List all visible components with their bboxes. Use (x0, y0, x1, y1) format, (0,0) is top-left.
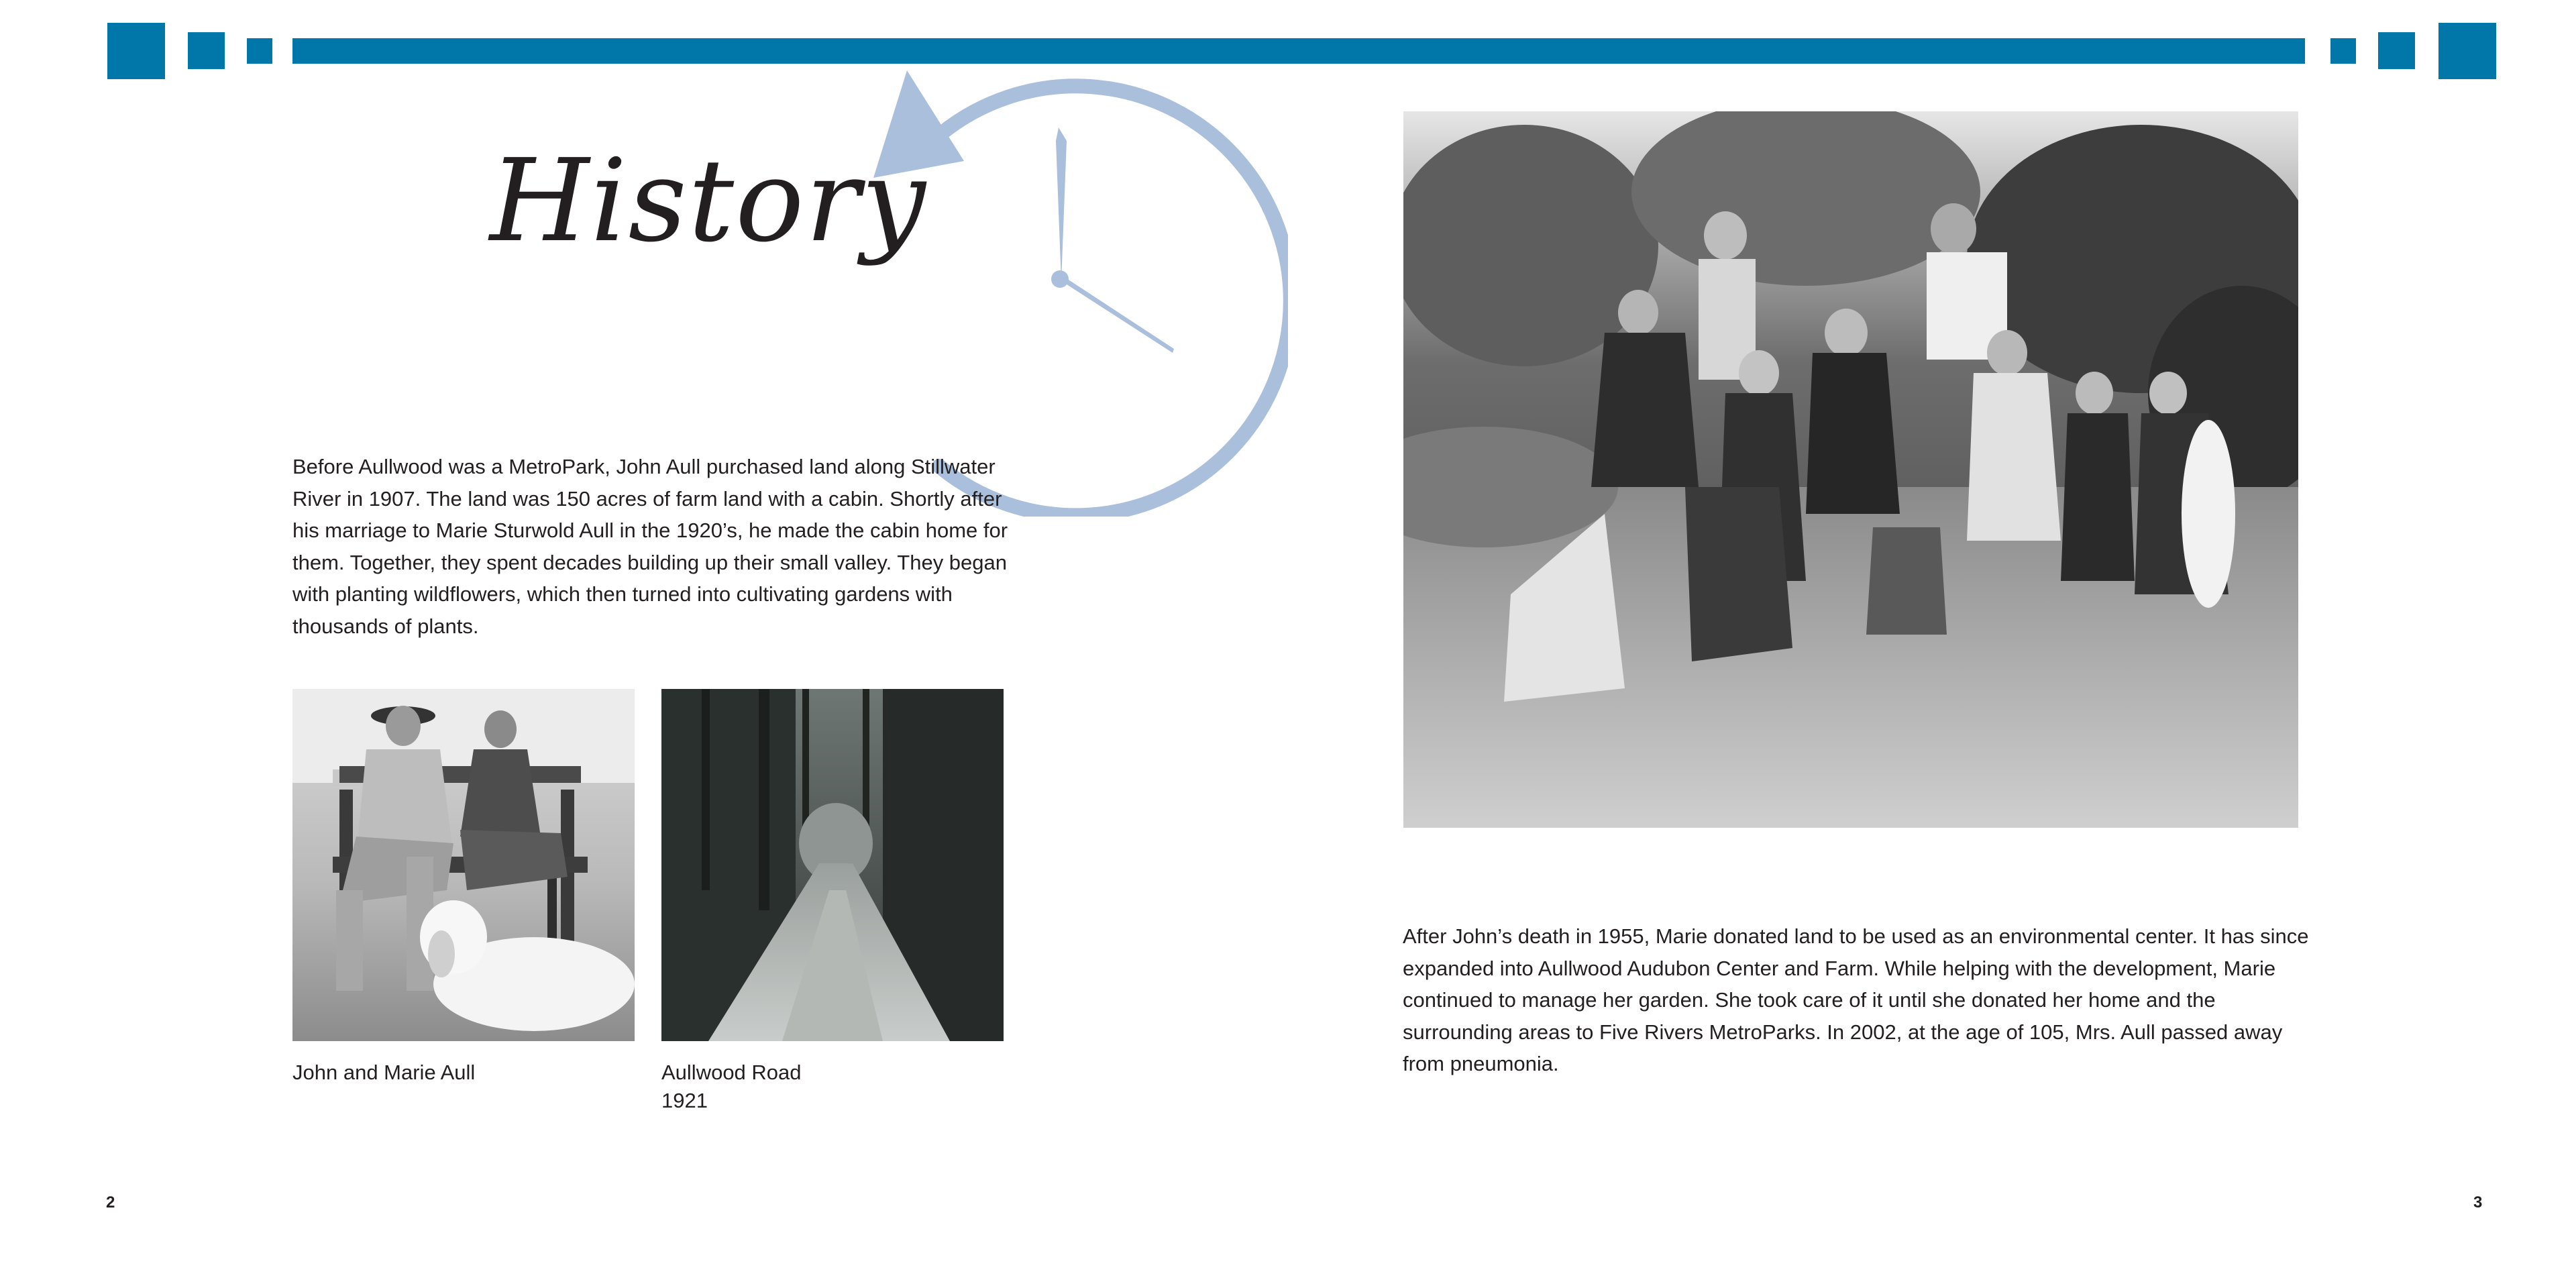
caption-john-and-marie-aull: John and Marie Aull (292, 1061, 476, 1084)
page-number-left: 2 (106, 1193, 115, 1212)
band-square-large-left (107, 23, 165, 79)
band-square-medium-left (188, 32, 225, 69)
photo-john-and-marie-aull (292, 689, 635, 1041)
caption-aullwood-road-title: Aullwood Road (661, 1061, 802, 1084)
band-square-small-right (2330, 38, 2356, 64)
caption-aullwood-road-year: 1921 (661, 1089, 708, 1112)
later-paragraph: After John’s death in 1955, Marie donated land to be used as an environmental center. It has since expanded into Aullwood Audubon Center and Farm. While helping with the development, Marie continued to manage her garden. She took care of it until she donated her home and the surrounding areas to Five Rivers MetroParks. In 2002, at the age of 105, Mrs. Aull passed away from pneumonia. (1403, 924, 2309, 1075)
page-number-right: 3 (2473, 1193, 2483, 1212)
photo-aullwood-road (661, 689, 1004, 1041)
band-bar (292, 38, 2305, 64)
band-square-medium-right (2378, 32, 2415, 69)
band-square-large-right (2438, 23, 2496, 79)
photo-children-in-field (1403, 111, 2298, 828)
intro-paragraph: Before Aullwood was a MetroPark, John Aull purchased land along Stillwater River in 1907. The land was 150 acres of farm land with a cabin. Shortly after his marriage to Marie Sturwold Aull in the 1920’s, he made the cabin home for them. Together, they spent decades building up their small valley. They began with planting wildflowers, which then turned into cultivating gardens with thousands of plants. (292, 455, 1008, 638)
clock-counterclockwise-arrow-icon (845, 60, 1288, 517)
band-square-small-left (247, 38, 272, 64)
page-title: History (490, 135, 927, 268)
caption-aullwood-road (661, 1059, 802, 1115)
